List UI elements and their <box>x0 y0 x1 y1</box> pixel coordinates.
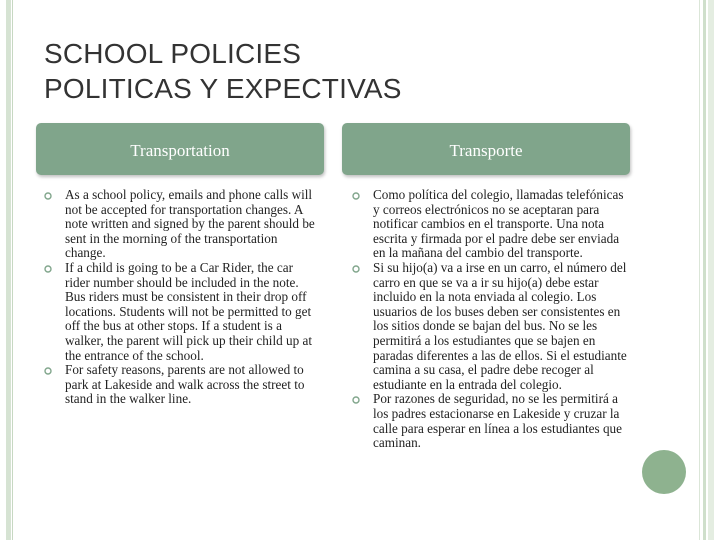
left-border <box>6 0 11 540</box>
decorative-circle-icon <box>642 450 686 494</box>
bullet-text: Como política del colegio, llamadas telefónicas y correos electrónicos no se aceptaran para notificar cambios en el transporte. Una nota escrita y firmada por el padre debe ser enviada en la mañana del cambio del transporte. <box>373 187 624 261</box>
english-bullet-list <box>44 188 320 407</box>
hollow-circle-bullet-icon <box>44 367 52 375</box>
bullet-text: Si su hijo(a) va a irse en un carro, el número del carro en que se va a ir su hijo(a) debe estar incluido en la nota enviada al colegio. Los usuarios de los buses deben ser consistentes en los sitios donde se bajan del bus. No se les permitirá a los estudiantes que se bajen en paradas diferentes a las de ellos. Si el estudiante camina a su casa, el padre debe recoger al estudiante en la entrada del colegio. <box>373 259 627 392</box>
slide-title <box>44 36 604 106</box>
list-item <box>352 188 628 261</box>
list-item <box>44 363 320 407</box>
hollow-circle-bullet-icon <box>352 265 360 273</box>
hollow-circle-bullet-icon <box>44 192 52 200</box>
spanish-bullet-list <box>352 188 628 451</box>
title-line-1: SCHOOL POLICIES <box>44 38 302 69</box>
right-border-outer <box>708 0 714 540</box>
left-border-line <box>12 0 13 540</box>
transportation-header <box>36 123 324 175</box>
hollow-circle-bullet-icon <box>44 265 52 273</box>
list-item <box>44 261 320 363</box>
list-item <box>352 261 628 392</box>
right-border <box>703 0 706 540</box>
transportation-header-label: Transportation <box>130 141 230 160</box>
bullet-text: As a school policy, emails and phone calls will not be accepted for transportation changes. A note written and signed by the parent should be sent in the morning of the transportation change. <box>65 187 315 261</box>
bullet-text: Por razones de seguridad, no se les permitirá a los padres estacionarse en Lakeside y cruzar la calle para esperar en línea a los estudiantes que caminan. <box>373 391 622 451</box>
transporte-header-label: Transporte <box>449 141 523 160</box>
title-line-2: POLITICAS Y EXPECTIVAS <box>44 73 402 104</box>
bullet-text: For safety reasons, parents are not allowed to park at Lakeside and walk across the street to stand in the walker line. <box>65 362 305 407</box>
hollow-circle-bullet-icon <box>352 192 360 200</box>
bullet-text: If a child is going to be a Car Rider, the car rider number should be included in the note. Bus riders must be consistent in their drop off locations. Students will not be permitted to get off the bus at other stops. If a student is a walker, the parent will pick up their child up at the entrance of the school. <box>65 259 313 363</box>
transporte-header <box>342 123 630 175</box>
list-item <box>352 392 628 450</box>
list-item <box>44 188 320 261</box>
right-border-line <box>699 0 700 540</box>
hollow-circle-bullet-icon <box>352 396 360 404</box>
